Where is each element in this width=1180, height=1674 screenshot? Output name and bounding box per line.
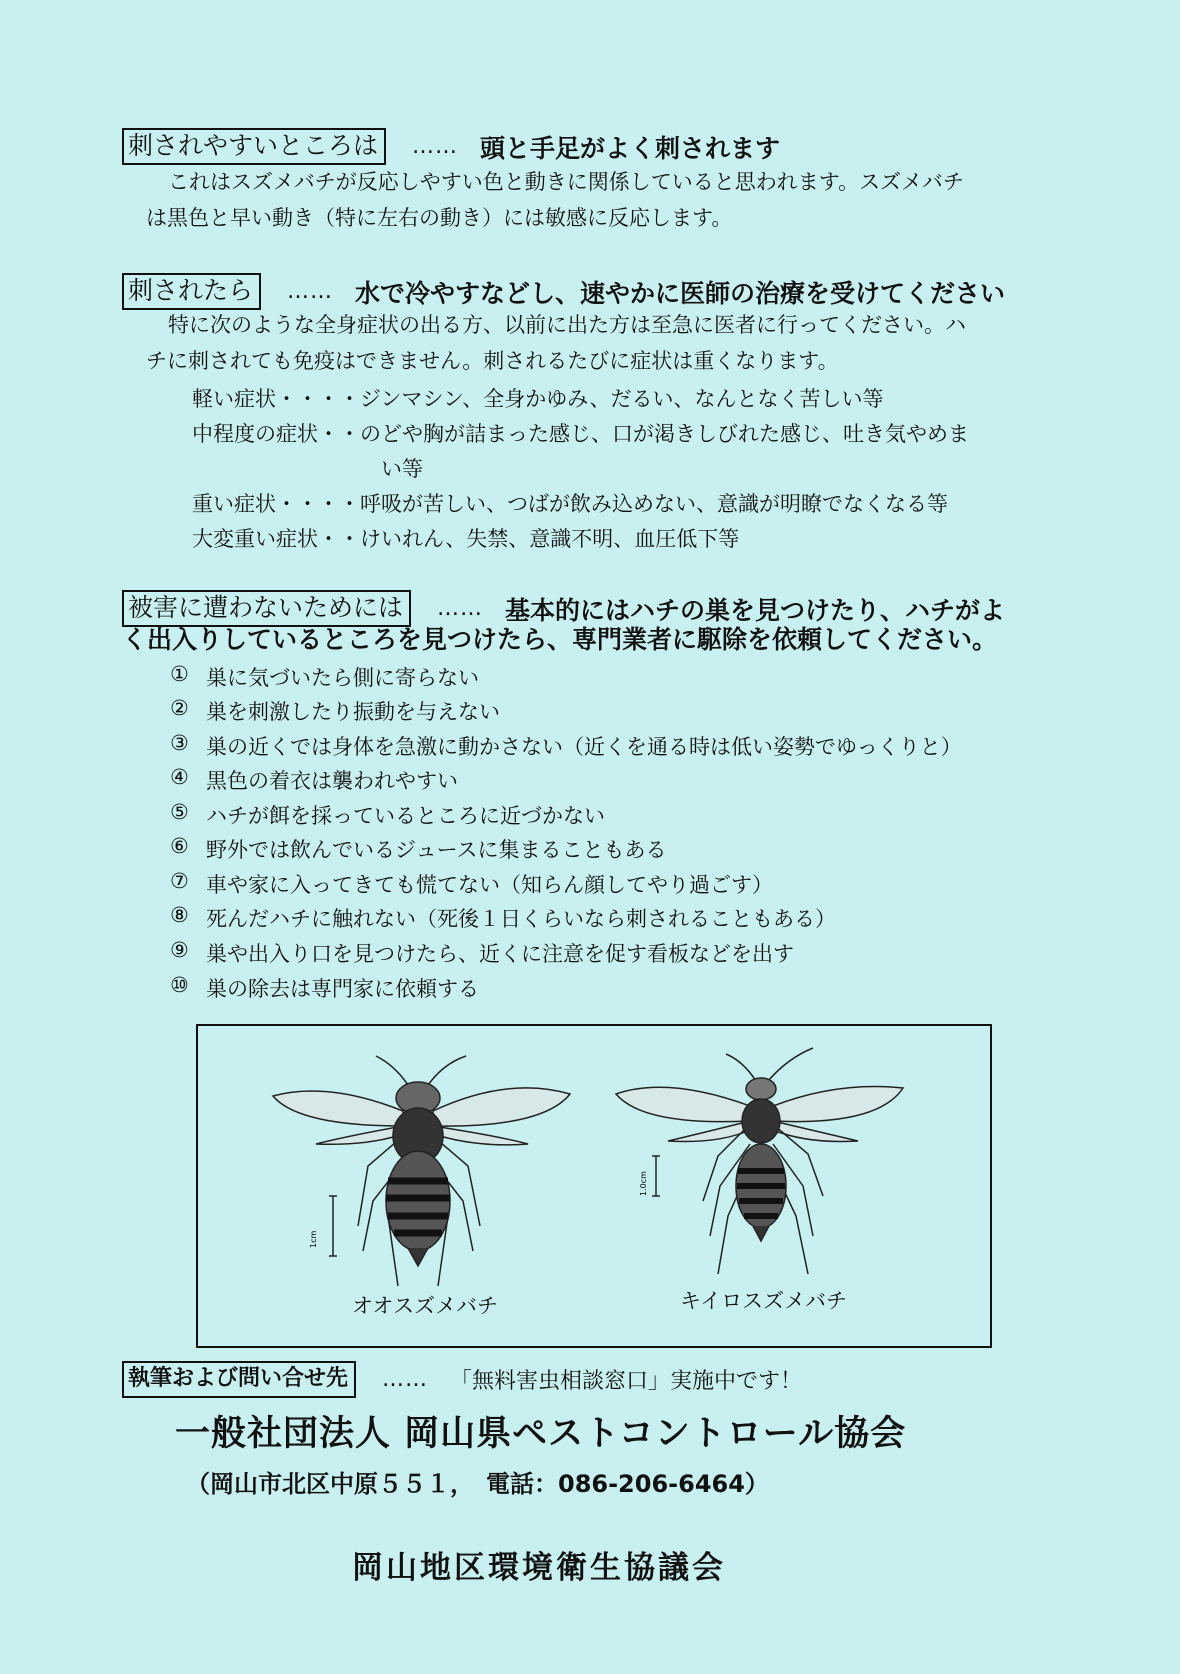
scale-bar-left: [329, 1196, 337, 1256]
item-text: 巣に気づいたら側に寄らない: [206, 666, 479, 690]
symptom-row-mild: [192, 383, 884, 413]
paragraph-line: チに刺されても免疫はできません。刺されるたびに症状は重くなります。: [146, 349, 839, 373]
contact-heading: [122, 1361, 802, 1398]
list-item: [170, 800, 605, 830]
section-heading-vulnerable-spots: [122, 128, 780, 165]
list-item: [170, 869, 773, 899]
list-item: [170, 903, 836, 933]
paragraph-line: これはスズメバチが反応しやすい色と動きに関係していると思われます。スズメバチ: [168, 170, 964, 194]
list-item: [170, 696, 500, 726]
yellow-hornet-illustration: [616, 1048, 903, 1274]
section-label-vulnerable-spots: 刺されやすいところは: [122, 128, 386, 165]
item-number: ②: [170, 696, 189, 720]
item-number: ④: [170, 765, 189, 789]
paragraph-line: は黒色と早い動き（特に左右の動き）には敏感に反応します。: [146, 206, 733, 230]
list-item: [170, 662, 479, 692]
item-text: 巣や出入り口を見つけたら、近くに注意を促す看板などを出す: [206, 942, 794, 966]
item-number: ⑧: [170, 903, 189, 927]
item-number: ⑨: [170, 938, 189, 962]
hornet-figure: [196, 1024, 992, 1348]
symptom-text: 呼吸が苦しい、つばが飲み込めない、意識が明瞭でなくなる等: [360, 492, 948, 516]
symptom-text: のどや胸が詰まった感じ、口が渇きしびれた感じ、吐き気やめま: [360, 422, 969, 446]
list-item: [170, 938, 794, 968]
caption-giant-hornet: オオスズメバチ: [352, 1294, 498, 1318]
item-text: 黒色の着衣は襲われやすい: [206, 769, 458, 793]
organization-address: （岡山市北区中原５５１， 電話：086-206-6464）: [186, 1470, 769, 1498]
list-item: [170, 731, 962, 761]
item-number: ⑩: [170, 973, 189, 997]
giant-hornet-illustration: [273, 1056, 570, 1286]
paragraph-line: 特に次のような全身症状の出る方、以前に出た方は至急に医者に行ってください。ハ: [168, 313, 966, 337]
leader-dots: ……: [412, 134, 459, 159]
symptom-label: 大変重い症状・・: [192, 527, 360, 551]
symptom-text-continued: い等: [381, 457, 423, 481]
leader-dots: ……: [287, 279, 334, 304]
organization-name: 一般社団法人 岡山県ペストコントロール協会: [175, 1414, 907, 1454]
scale-label-right: 1.0cm: [639, 1171, 648, 1196]
item-text: 巣の近くでは身体を急激に動かさない（近くを通る時は低い姿勢でゆっくりと）: [206, 735, 962, 759]
scale-label-left: 1cm: [309, 1230, 318, 1248]
item-text: 野外では飲んでいるジュースに集まることもある: [206, 838, 667, 862]
symptom-row-very-severe: [192, 523, 739, 553]
caption-yellow-hornet: キイロスズメバチ: [680, 1289, 847, 1313]
contact-note: 「無料害虫相談窓口」実施中です！: [450, 1369, 803, 1394]
scale-bar-right: [652, 1156, 660, 1196]
symptom-label: 重い症状・・・・: [192, 492, 360, 516]
list-item: [170, 765, 458, 795]
footer-council-name: 岡山地区環境衛生協議会: [352, 1550, 726, 1586]
symptom-text: ジンマシン、全身かゆみ、だるい、なんとなく苦しい等: [360, 387, 884, 411]
item-text: 巣を刺激したり振動を与えない: [206, 700, 500, 724]
section-lead-prevention-continued: く出入りしているところを見つけたら、専門業者に駆除を依頼してください。: [122, 625, 998, 654]
symptom-row-moderate: [192, 418, 969, 448]
hornet-illustrations: [198, 1026, 990, 1346]
symptom-row-severe: [192, 488, 948, 518]
item-text: 死んだハチに触れない（死後１日くらいなら刺されることもある）: [206, 907, 836, 931]
section-heading-if-stung: [122, 273, 1005, 310]
list-item: [170, 834, 667, 864]
leader-dots: ……: [382, 1367, 429, 1392]
list-item: [170, 973, 479, 1003]
leader-dots: ……: [437, 596, 484, 621]
item-text: 巣の除去は専門家に依頼する: [206, 977, 479, 1001]
section-lead-vulnerable-spots: 頭と手足がよく刺されます: [480, 133, 781, 163]
item-number: ③: [170, 731, 189, 755]
item-text: ハチが餌を採っているところに近づかない: [206, 804, 605, 828]
item-text: 車や家に入ってきても慌てない（知らん顔してやり過ごす）: [206, 873, 773, 897]
section-lead-if-stung: 水で冷やすなどし、速やかに医師の治療を受けてください: [355, 278, 1006, 308]
item-number: ①: [170, 662, 189, 686]
symptom-label: 中程度の症状・・: [192, 422, 360, 446]
symptom-text: けいれん、失禁、意識不明、血圧低下等: [360, 527, 740, 551]
symptom-label: 軽い症状・・・・: [192, 387, 360, 411]
item-number: ⑦: [170, 869, 189, 893]
section-label-prevention: 被害に遭わないためには: [122, 590, 411, 627]
section-lead-prevention: 基本的にはハチの巣を見つけたり、ハチがよ: [505, 595, 1006, 625]
section-label-if-stung: 刺されたら: [122, 273, 261, 310]
item-number: ⑥: [170, 834, 189, 858]
contact-label: 執筆および問い合せ先: [122, 1361, 356, 1398]
item-number: ⑤: [170, 800, 189, 824]
